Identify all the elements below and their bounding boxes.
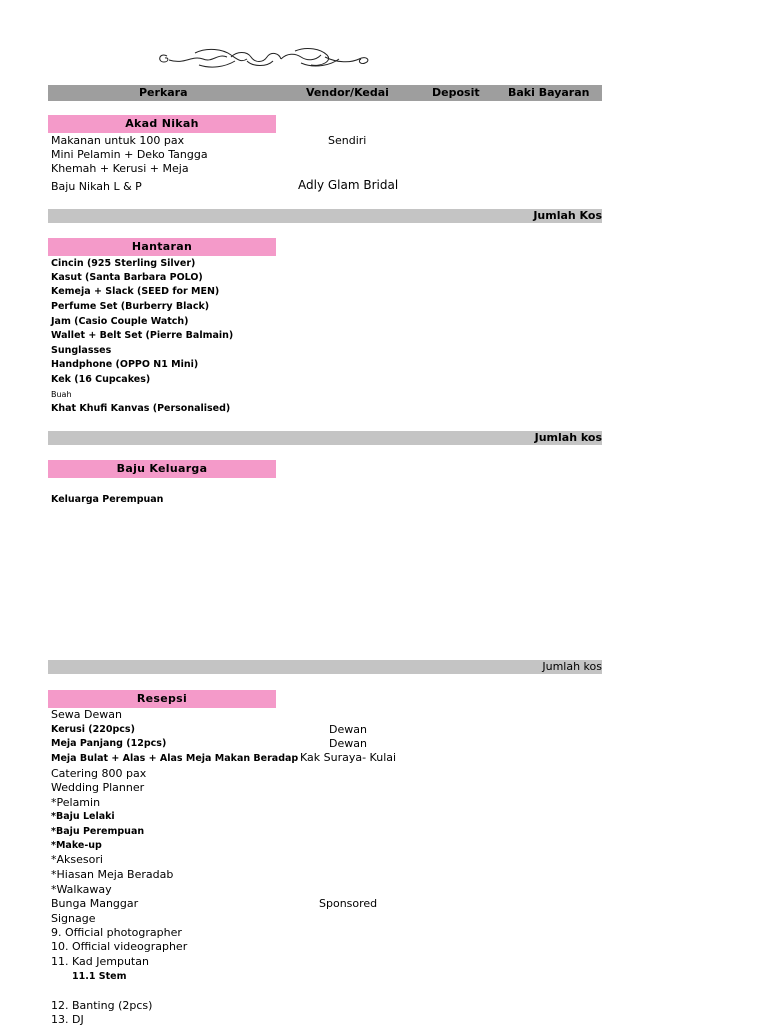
list-item: Meja Bulat + Alas + Alas Meja Makan Beradap	[51, 753, 299, 764]
total-label-hantaran: Jumlah kos	[534, 431, 602, 444]
total-label-baju-keluarga: Jumlah kos	[542, 660, 602, 673]
list-item: Catering 800 pax	[51, 767, 147, 780]
list-item: Bunga Manggar	[51, 897, 139, 910]
list-item: Buah	[51, 390, 72, 399]
list-item: Wallet + Belt Set (Pierre Balmain)	[51, 330, 234, 341]
list-item: Khat Khufi Kanvas (Personalised)	[51, 403, 231, 414]
total-bar-akad	[48, 209, 602, 223]
list-item: Kemeja + Slack (SEED for MEN)	[51, 286, 220, 297]
total-bar-hantaran	[48, 431, 602, 445]
list-item: *Baju Lelaki	[51, 811, 115, 822]
list-item: Handphone (OPPO N1 Mini)	[51, 359, 199, 370]
list-item: Jam (Casio Couple Watch)	[51, 316, 189, 327]
section-title-resepsi: Resepsi	[136, 692, 188, 705]
vendor-cell: Sponsored	[319, 897, 378, 910]
vendor-cell: Dewan	[329, 723, 367, 736]
list-item: *Make-up	[51, 840, 102, 851]
column-header-deposit: Deposit	[432, 86, 480, 99]
total-bar-baju-keluarga	[48, 660, 602, 674]
list-item: 11.1 Stem	[72, 971, 127, 982]
list-item: *Hiasan Meja Beradab	[51, 868, 174, 881]
list-item: Sewa Dewan	[51, 708, 122, 721]
list-item: Meja Panjang (12pcs)	[51, 738, 167, 749]
column-header-perkara: Perkara	[139, 86, 188, 99]
list-item: Khemah + Kerusi + Meja	[51, 162, 189, 175]
list-item: Wedding Planner	[51, 781, 145, 794]
decorative-flourish-icon	[155, 47, 375, 71]
vendor-cell: Kak Suraya- Kulai	[300, 751, 397, 764]
list-item: Cincin (925 Sterling Silver)	[51, 258, 196, 269]
list-item: 12. Banting (2pcs)	[51, 999, 153, 1012]
vendor-cell: Sendiri	[328, 134, 367, 147]
column-header-baki: Baki Bayaran	[508, 86, 590, 99]
section-title-baju-keluarga: Baju Keluarga	[116, 462, 208, 475]
list-item: Kerusi (220pcs)	[51, 724, 135, 735]
list-item: Kasut (Santa Barbara POLO)	[51, 272, 203, 283]
list-item: Perfume Set (Burberry Black)	[51, 301, 210, 312]
list-item: *Pelamin	[51, 796, 101, 809]
list-item: 11. Kad Jemputan	[51, 955, 149, 968]
list-item: *Aksesori	[51, 853, 103, 866]
total-label-akad: Jumlah Kos	[533, 209, 602, 222]
list-item: 13. DJ	[51, 1013, 84, 1026]
list-item: Baju Nikah L & P	[51, 180, 142, 193]
list-item: Mini Pelamin + Deko Tangga	[51, 148, 208, 161]
vendor-cell: Adly Glam Bridal	[298, 178, 399, 192]
list-item: Kek (16 Cupcakes)	[51, 374, 151, 385]
section-title-hantaran: Hantaran	[131, 240, 193, 253]
vendor-cell: Dewan	[329, 737, 367, 750]
list-item: 10. Official videographer	[51, 940, 188, 953]
section-title-akad-nikah: Akad Nikah	[125, 117, 199, 130]
list-item: Sunglasses	[51, 345, 112, 356]
list-item: Keluarga Perempuan	[51, 494, 164, 505]
list-item: *Walkaway	[51, 883, 112, 896]
list-item: 9. Official photographer	[51, 926, 182, 939]
list-item: Signage	[51, 912, 96, 925]
list-item: *Baju Perempuan	[51, 826, 145, 837]
list-item: Makanan untuk 100 pax	[51, 134, 185, 147]
column-header-vendor: Vendor/Kedai	[306, 86, 389, 99]
